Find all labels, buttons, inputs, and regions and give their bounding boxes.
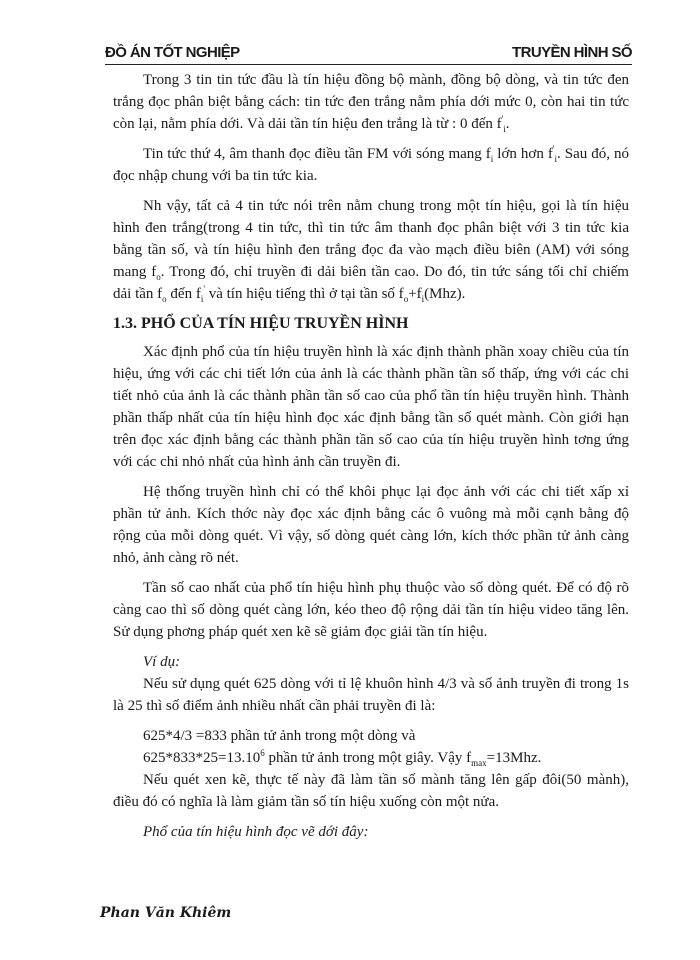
paragraph-example: Nếu sử dụng quét 625 dòng với tỉ lệ khuôn hình 4/3 và số ảnh truyền đi trong 1s là 25 thì số điểm ảnh nhiều nhất cần phải truyền đi là: [113, 676, 629, 714]
header-title-left: ĐỒ ÁN TỐT NGHIỆP [105, 44, 240, 61]
example-label: Ví dụ: [143, 654, 181, 670]
equation-line-2: $625*833*25=13.10^6$ phần tử ảnh trong một giây. Vậy $f_{max}=13Mhz$. [143, 748, 542, 768]
paragraph-combined-signal: Nh vậy, tất cả 4 tin tức nói trên nằm chung trong một tín hiệu, gọi là tín hiệu hình đen trắng(trong 4 tin tức, thì tin tức âm thanh đọc phân biệt với 3 tin tức kia bằng tần số, và tín hiệu hình đen trắng đọc đa vào mạch điều biên (AM) với sóng mang $f_o$. Trong đó, chỉ truyền đi dải biên tần cao. Do đó, tin tức sáng tối chỉ chiếm dải tần $f_o$ đến $f_i'$ và tín hiệu tiếng thì ở tại tần số $f_o+f_i(Mhz)$. [113, 198, 629, 304]
header-title-right: TRUYỀN HÌNH SỐ [512, 44, 632, 61]
paragraph-sync-signals: Trong 3 tin tin tức đầu là tín hiệu đồng bộ mành, đồng bộ dòng, và tin tức đen trắng đọc phân biệt bằng cách: tin tức đen trắng nằm phía dới mức 0, còn hai tin tức còn lại, nằm phía dới. Và dải tần tín hiệu đen trắng là từ : 0 đến $f'_i$. [113, 72, 629, 134]
equation-line-1: 625*4/3 =833 phần tử ảnh trong một dòng và [143, 728, 416, 744]
paragraph-max-frequency: Tần số cao nhất của phổ tín hiệu hình phụ thuộc vào số dòng quét. Để có độ rõ càng cao thì số dòng quét càng lớn, kéo theo độ rộng dải tần tín hiệu video tăng lên. Sử dụng phơng pháp quét xen kẽ sẽ giảm đọc giải tần tín hiệu. [113, 580, 629, 640]
paragraph-spectrum-caption: Phổ của tín hiệu hình đọc vẽ dới đây: [143, 824, 369, 840]
page-content [113, 69, 629, 851]
paragraph-interlaced: Nếu quét xen kẽ, thực tế này đã làm tần số mành tăng lên gấp đôi(50 mành), điều đó có nghĩa là làm giảm tần số tín hiệu xuống còn một nửa. [113, 772, 629, 810]
paragraph-audio-fm: Tin tức thứ 4, âm thanh đọc điều tần FM với sóng mang $f_i$ lớn hơn $f'_i$. Sau đó, nó đọc nhập chung với ba tin tức kia. [113, 144, 630, 184]
paragraph-picture-elements: Hệ thống truyền hình chỉ có thể khôi phục lại đọc ảnh với các chi tiết xấp xỉ phần tử ảnh. Kích thớc này đọc xác định bằng các ô vuông mà mỗi cạnh bằng độ rộng của mỗi dòng quét. Vì vậy, số dòng quét càng lớn, kích thớc phần tử ảnh càng nhỏ, ảnh càng rõ nét. [113, 484, 629, 566]
page-header [105, 40, 632, 65]
section-heading: 1.3. PHỔ CỦA TÍN HIỆU TRUYỀN HÌNH [113, 315, 409, 332]
author-name: Phan Văn Khiêm [100, 905, 232, 921]
paragraph-spectrum-definition: Xác định phổ của tín hiệu truyền hình là xác định thành phần xoay chiều của tín hiệu, ứng với các chi tiết lớn của ảnh là các thành phần tần số thấp, ứng với các chi tiết nhỏ của ảnh là các thành phần tần số cao của phổ tần tín hiệu truyền hình. Thành phần thấp nhất của tín hiệu hình đọc xác định bằng tần số quét mành. Còn giới hạn trên đọc xác định bằng các thành phần tần số cao của tín hiệu truyền hình tơng ứng với các chi nhỏ nhất của hình ảnh cần truyền đi. [113, 344, 629, 470]
